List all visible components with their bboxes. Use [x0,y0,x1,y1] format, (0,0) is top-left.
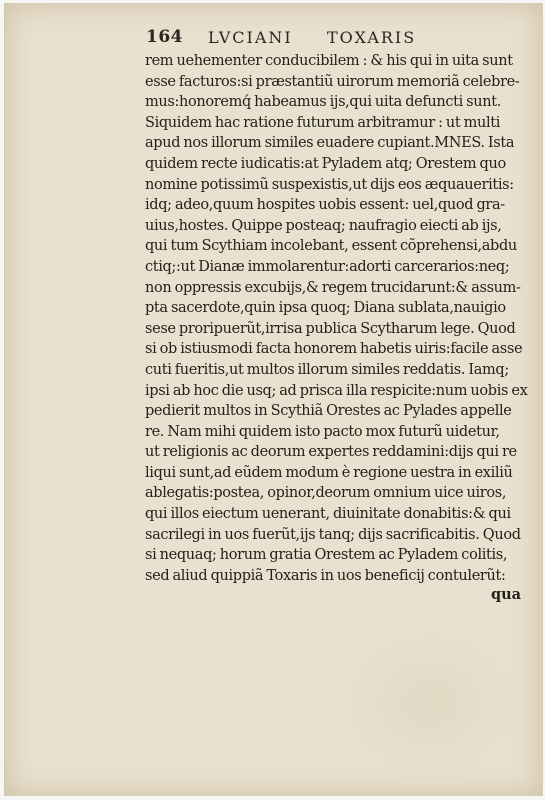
text-line: qui illos eiectum uenerant, diuinitate donabitis:& qui [145,506,511,523]
text-line: non oppressis excubijs,& regem trucidarunt:& assum- [145,279,521,296]
text-line: liqui sunt,ad eũdem modum è regione uestra in exiliũ [145,464,513,481]
text-line: ablegatis:postea, opinor,deorum omnium uice uiros, [145,485,507,502]
text-line: ipsi ab hoc die usq; ad prisca illa respicite:num uobis ex [145,382,528,399]
text-line: pedierit multos in Scythiã Orestes ac Pylades appelle [145,403,512,420]
running-head-title: TOXARIS [327,28,417,47]
text-line: ut religionis ac deorum expertes reddamini:dijs qui re [145,444,517,461]
text-block [145,51,527,586]
text-line: rem uehementer conducibilem : & his qui in uita sunt [145,53,513,69]
text-line: pta sacerdote,quin ipsa quoq; Diana sublata,nauigio [145,300,506,317]
text-line: nomine potissimũ suspexistis,ut dijs eos æquaueritis: [145,176,514,193]
text-line: idq; adeo,quum hospites uobis essent: uel,quod gra- [145,197,505,214]
text-line: quidem recte iudicatis:at Pyladem atq; Orestem quo [145,155,506,172]
text-line: sed aliud quippiã Toxaris in uos beneficij contulerũt: [145,567,506,584]
running-head [5,27,542,53]
paper-stain [335,623,525,783]
text-line: ctiq;:ut Dianæ immolarentur:adorti carcerarios:neq; [145,258,510,275]
text-line: apud nos illorum similes euadere cupiant.MNES. Ista [145,135,515,152]
text-line: cuti fueritis,ut multos illorum similes reddatis. Iamq; [145,361,509,378]
text-line: mus:honoremq́ habeamus ijs,qui uita defuncti sunt. [145,94,501,111]
text-line: sese proripuerũt,irrisa publica Scytharum lege. Quod [145,320,516,337]
page-number: 164 [146,27,183,47]
running-head-author: LVCIANI [208,28,293,47]
text-line: si nequaq; horum gratia Orestem ac Pyladem colitis, [145,547,508,564]
text-line: qui tum Scythiam incolebant, essent cõprehensi,abdu [145,238,517,255]
text-line: uius,hostes. Quippe posteaq; naufragio eiecti ab ijs, [145,217,502,234]
book-page [4,3,543,796]
text-line: esse facturos:si præstantiũ uirorum memoriã celebre- [145,73,520,90]
text-line: Siquidem hac ratione futurum arbitramur : ut multi [145,114,501,131]
text-line: sacrilegi in uos fuerũt,ijs tanq; dijs sacrificabitis. Quod [145,526,521,543]
text-line: re. Nam mihi quidem isto pacto mox futurũ uidetur, [145,423,500,440]
catchword: qua [491,586,522,603]
text-line: si ob istiusmodi facta honorem habetis uiris:facile asse [145,341,523,358]
